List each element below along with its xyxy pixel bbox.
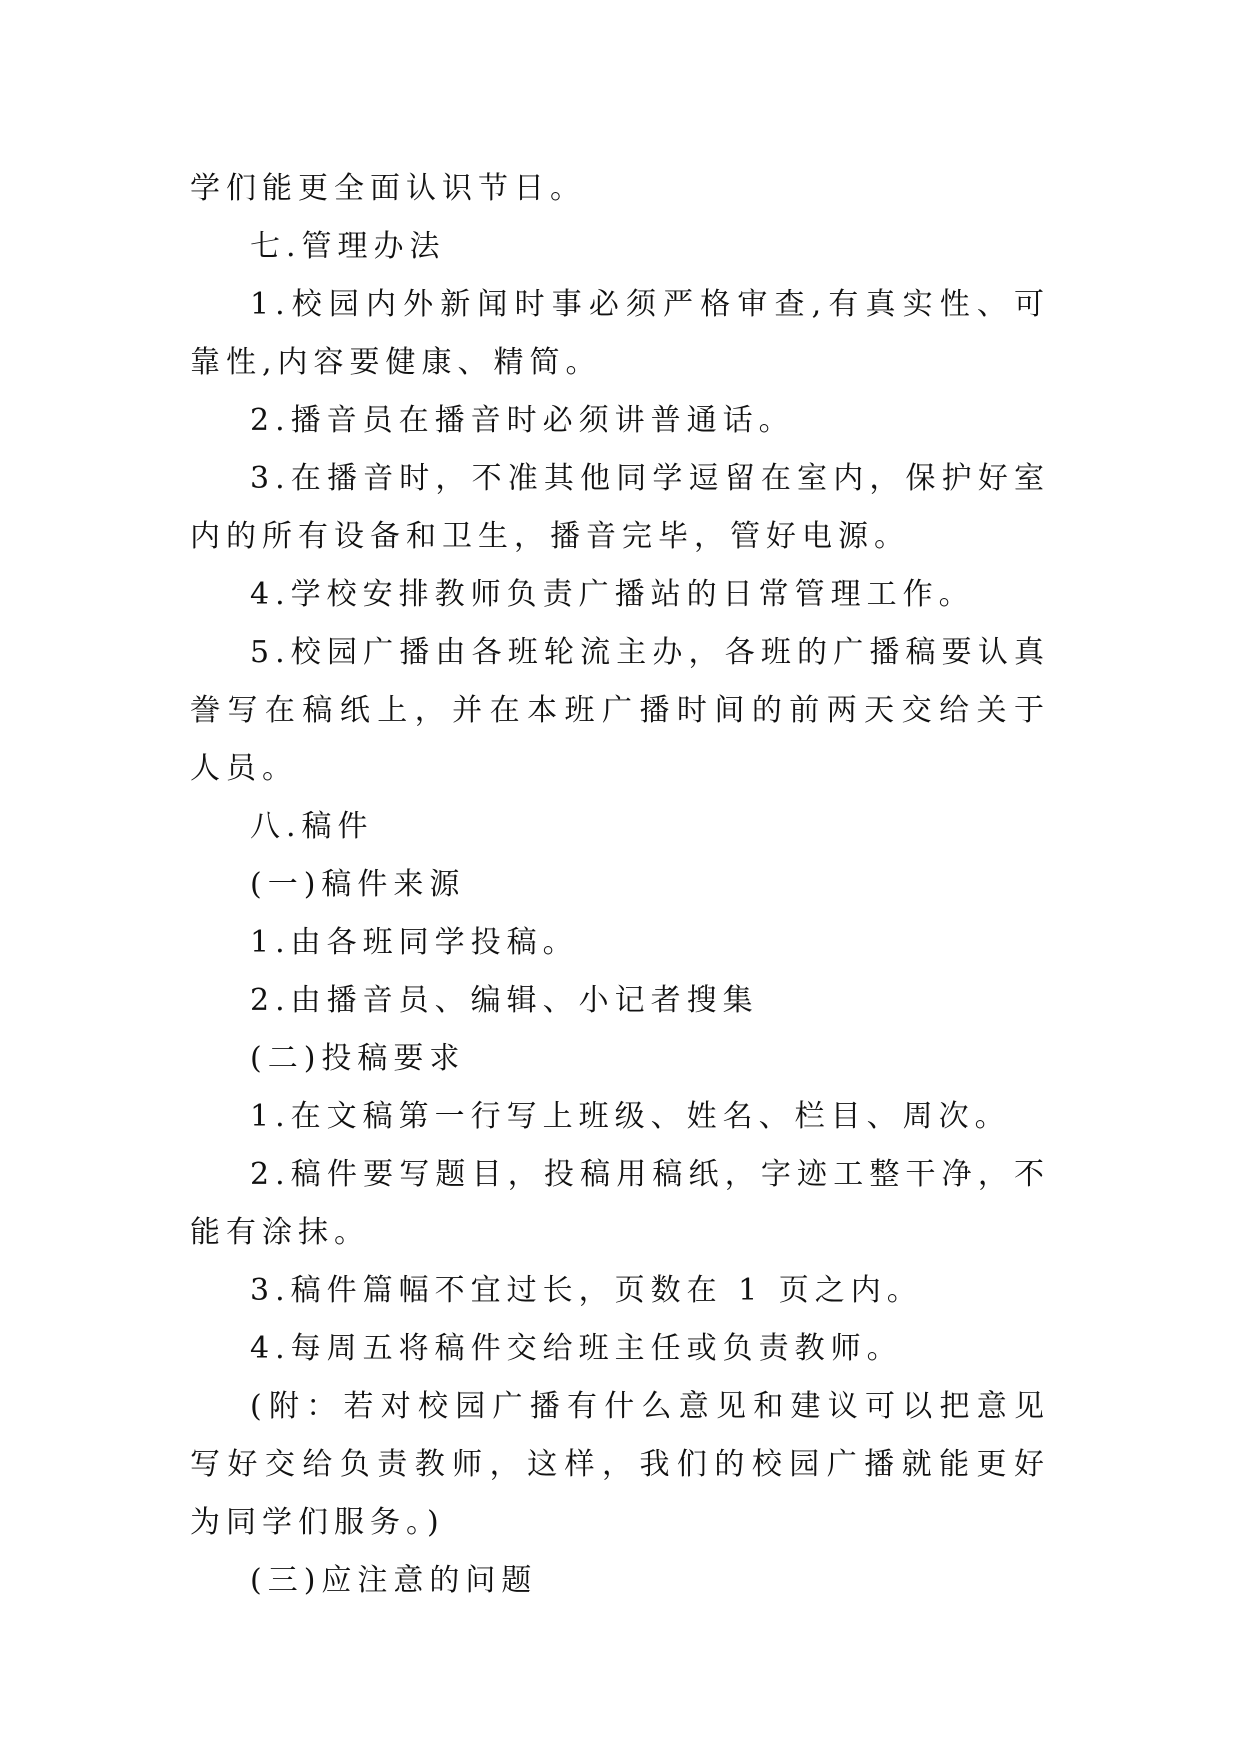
requirements-item-3: 3.稿件篇幅不宜过长，页数在 1 页之内。 [250,1273,923,1308]
section-heading-manuscripts: 八.稿件 [250,809,374,844]
management-item-1: 1.校园内外新闻时事必须严格审查,有真实性、可靠性,内容要健康、精简。 [190,287,1050,380]
requirements-item-4: 4.每周五将稿件交给班主任或负责教师。 [250,1331,903,1366]
management-item-2: 2.播音员在播音时必须讲普通话。 [250,403,795,438]
sources-item-1: 1.由各班同学投稿。 [250,925,579,960]
management-item-3: 3.在播音时，不准其他同学逗留在室内，保护好室内的所有设备和卫生，播音完毕，管好电源。 [190,461,1050,554]
management-item-5: 5.校园广播由各班轮流主办，各班的广播稿要认真誊写在稿纸上，并在本班广播时间的前两天交给关于人员。 [190,635,1050,786]
subsection-heading-sources: (一)稿件来源 [250,867,466,902]
requirements-item-1: 1.在文稿第一行写上班级、姓名、栏目、周次。 [250,1099,1011,1134]
section-heading-management: 七.管理办法 [250,229,446,264]
subsection-heading-requirements: (二)投稿要求 [250,1041,466,1076]
paragraph-continuation: 学们能更全面认识节日。 [190,171,586,206]
document-body [190,160,1050,1610]
requirements-item-2: 2.稿件要写题目，投稿用稿纸，字迹工整干净，不能有涂抹。 [190,1157,1050,1250]
management-item-4: 4.学校安排教师负责广播站的日常管理工作。 [250,577,975,612]
sources-item-2: 2.由播音员、编辑、小记者搜集 [250,983,759,1018]
subsection-heading-notes: (三)应注意的问题 [250,1563,538,1598]
appendix-note: (附：若对校园广播有什么意见和建议可以把意见写好交给负责教师，这样，我们的校园广播就能更好为同学们服务。) [190,1389,1050,1540]
